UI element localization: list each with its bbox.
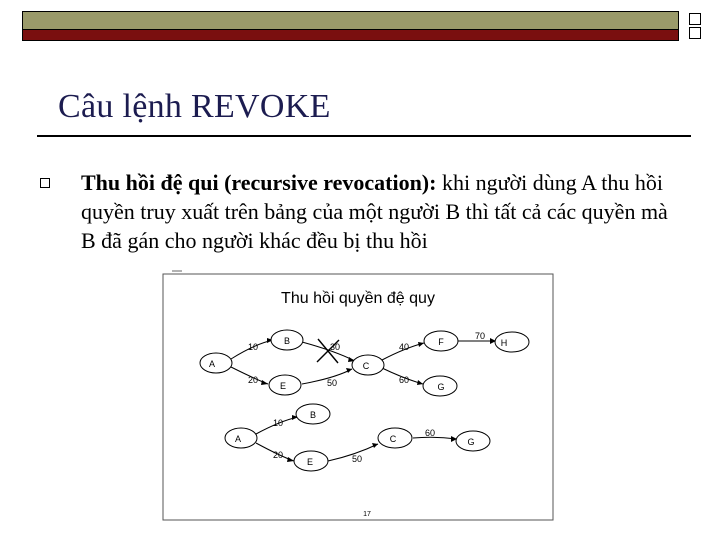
header-bar-light-strip	[22, 11, 679, 30]
corner-square-bottom	[689, 27, 701, 39]
node-label: G	[437, 382, 445, 392]
figure-page-number: 17	[363, 511, 371, 518]
header-bar-dark-strip	[22, 30, 679, 41]
node-label: A	[234, 434, 242, 444]
node-label: A	[208, 359, 216, 369]
node-label: E	[306, 457, 314, 467]
figure-svg	[160, 266, 556, 522]
slide-title: Câu lệnh REVOKE	[58, 88, 331, 125]
figure-title: Thu hồi quyền đệ quy	[281, 290, 435, 307]
node-label: C	[389, 434, 397, 444]
edge-label: 60	[424, 428, 436, 438]
node-label: H	[500, 338, 508, 348]
header-decorative-bar	[22, 11, 679, 41]
node-label: G	[467, 437, 475, 447]
edge-label: 50	[351, 454, 363, 464]
bullet-description: khi người dùng A thu hồi quyền truy xuất trên bảng của một người B thì tất cả các quyền mà B đã gán cho người khác đều bị thu hồi	[81, 170, 668, 253]
node-label: B	[283, 336, 291, 346]
edge-label: 60	[398, 375, 410, 385]
edge-label: 50	[326, 378, 338, 388]
edge-label: 10	[272, 418, 284, 428]
edge-label: 20	[272, 450, 284, 460]
title-underline	[37, 135, 691, 137]
figure-frame	[163, 274, 553, 520]
edge-label: 10	[247, 342, 259, 352]
edge-label: 40	[398, 342, 410, 352]
node-label: E	[279, 381, 287, 391]
node-a	[200, 353, 232, 373]
node-label: B	[309, 410, 317, 420]
bullet-text	[81, 168, 671, 255]
node-label: F	[438, 337, 444, 347]
bullet-term: Thu hồi đệ qui (recursive revocation):	[81, 170, 437, 195]
edge-label: 70	[474, 331, 486, 341]
node-label: C	[362, 361, 370, 371]
edge-label: 20	[247, 375, 259, 385]
revocation-figure	[160, 266, 556, 522]
edge-label: 30	[329, 342, 341, 352]
corner-square-top	[689, 13, 701, 25]
bullet-square-icon	[40, 178, 50, 188]
